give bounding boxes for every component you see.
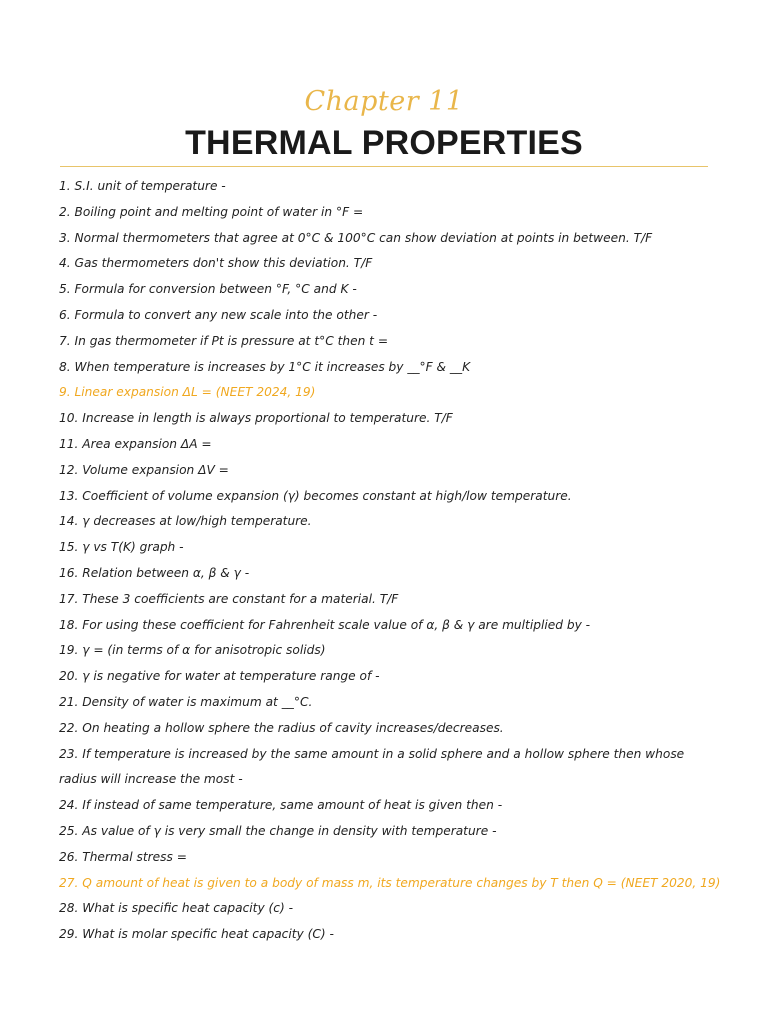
question-item: 19. γ = (in terms of α for anisotropic solids) [59, 643, 326, 658]
question-item: 7. In gas thermometer if Pt is pressure at t°C then t = [59, 333, 389, 348]
title-divider [60, 166, 708, 167]
question-item: 23. If temperature is increased by the same amount in a solid sphere and a hollow sphere then whose radius will increase the most - [59, 746, 685, 787]
question-item: 13. Coefficient of volume expansion (γ) becomes constant at high/low temperature. [59, 488, 572, 503]
question-item: 28. What is specific heat capacity (c) - [59, 901, 294, 916]
page-title: THERMAL PROPERTIES [185, 124, 583, 162]
question-item: 3. Normal thermometers that agree at 0°C & 100°C can show deviation at points in between. T/F [59, 230, 653, 245]
question-item: 5. Formula for conversion between °F, °C and K - [59, 282, 357, 297]
question-item: 9. Linear expansion ΔL = (NEET 2024, 19) [59, 385, 316, 400]
question-item: 15. γ vs T(K) graph - [59, 540, 184, 555]
question-item: 8. When temperature is increases by 1°C it increases by __°F & __K [59, 359, 471, 374]
chapter-label: Chapter 11 [304, 86, 464, 117]
question-item: 10. Increase in length is always proportional to temperature. T/F [59, 411, 453, 426]
question-item: 2. Boiling point and melting point of water in °F = [59, 204, 364, 219]
question-item: 20. γ is negative for water at temperature range of - [59, 669, 380, 684]
question-item: 4. Gas thermometers don't show this deviation. T/F [59, 256, 373, 271]
question-item: 27. Q amount of heat is given to a body of mass m, its temperature changes by T then Q = (NEET 2020, 19) [59, 875, 721, 890]
question-item: 12. Volume expansion ΔV = [59, 462, 229, 477]
question-item: 6. Formula to convert any new scale into the other - [59, 307, 378, 322]
question-item: 11. Area expansion ΔA = [59, 436, 212, 451]
question-item: 18. For using these coefficient for Fahrenheit scale value of α, β & γ are multiplied by - [59, 617, 591, 632]
question-item: 26. Thermal stress = [59, 849, 187, 864]
question-item: 17. These 3 coefficients are constant for a material. T/F [59, 591, 399, 606]
question-item: 1. S.I. unit of temperature - [59, 179, 226, 193]
question-item: 21. Density of water is maximum at __°C. [59, 694, 313, 709]
question-item: 24. If instead of same temperature, same amount of heat is given then - [59, 798, 503, 813]
question-item: 29. What is molar specific heat capacity (C) - [59, 927, 334, 942]
question-item: 22. On heating a hollow sphere the radius of cavity increases/decreases. [59, 720, 504, 735]
question-item: 25. As value of γ is very small the change in density with temperature - [59, 823, 497, 838]
question-item: 14. γ decreases at low/high temperature. [59, 514, 312, 529]
question-item: 16. Relation between α, β & γ - [59, 565, 250, 580]
question-list [59, 174, 721, 948]
